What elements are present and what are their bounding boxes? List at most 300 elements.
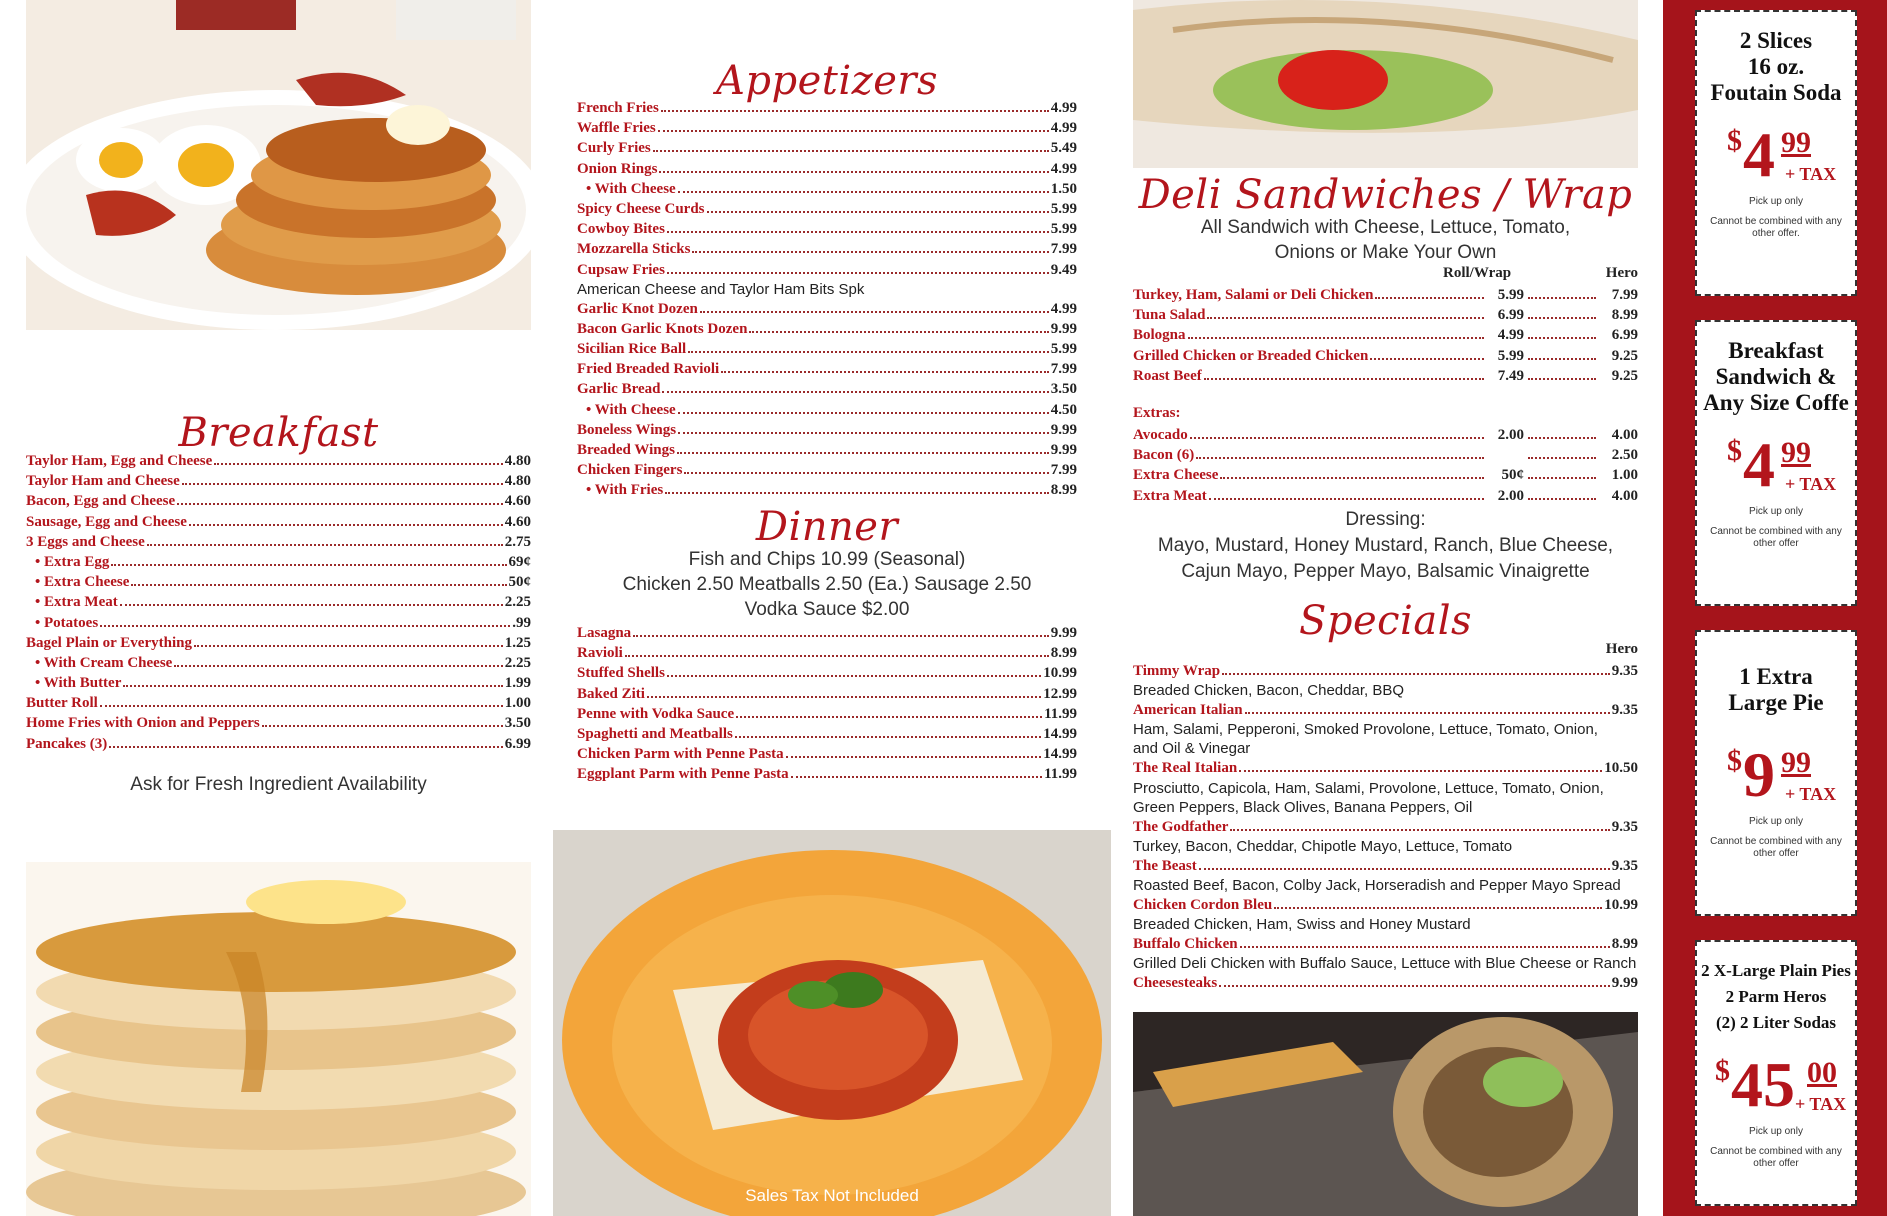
dot-leader (678, 412, 1049, 414)
special-item-description: Ham, Salami, Pepperoni, Smoked Provolone, Lettuce, Tomato, Onion, (1133, 721, 1598, 739)
appetizer-item-price: 9.99 (1050, 442, 1077, 458)
special-item-name: The Godfather (1133, 818, 1229, 835)
coupon-pickup-note: Pick up only (1749, 196, 1803, 207)
deli-item-name: Tuna Salad (1133, 307, 1206, 324)
coupon-title-line: 1 Extra (1739, 664, 1813, 689)
breakfast-item (26, 572, 531, 592)
dot-leader (662, 391, 1048, 393)
dinner-item-price: 14.99 (1043, 725, 1077, 742)
deli-title: Deli Sandwiches / Wrap (1138, 172, 1633, 218)
appetizer-item-price: 4.99 (1050, 120, 1077, 137)
coupon-pickup-note: Pick up only (1749, 816, 1803, 827)
coupon-title-line: 2 Slices (1739, 28, 1813, 53)
dot-leader (633, 635, 1049, 637)
dot-leader (665, 492, 1049, 494)
special-item-name: Timmy Wrap (1133, 663, 1221, 679)
dot-leader (1239, 770, 1602, 772)
appetizer-item (577, 420, 1077, 440)
dinner-item-name: Spaghetti and Meatballs (577, 725, 733, 742)
breakfast-item-price: 2.25 (504, 654, 531, 671)
dinner-item (577, 623, 1077, 643)
special-item (1133, 661, 1638, 681)
hero-header: Hero (1605, 265, 1638, 281)
extra-roll-price: 2.00 (1497, 487, 1524, 504)
breakfast-item (26, 512, 531, 532)
special-item-description: Prosciutto, Capicola, Ham, Salami, Provolone, Lettuce, Tomato, Onion, (1133, 779, 1604, 797)
dinner-item (577, 724, 1077, 744)
coupon-title-line: (2) 2 Liter Sodas (1715, 1013, 1837, 1032)
coupon-title-line: Sandwich & (1715, 364, 1837, 389)
breakfast-item (26, 552, 531, 572)
dot-leader (1528, 297, 1596, 299)
special-item-price: 10.99 (1604, 896, 1638, 913)
dot-leader (688, 351, 1049, 353)
dinner-item-name: Penne with Vodka Sauce (577, 705, 735, 722)
appetizer-item-price: 9.49 (1050, 261, 1077, 278)
dinner-item-price: 9.99 (1050, 625, 1077, 641)
coupon-price-dollar: $ (1727, 434, 1742, 467)
appetizer-item-name: Chicken Fingers (577, 462, 683, 479)
appetizer-item (577, 480, 1077, 500)
breakfast-item-name: • With Butter (26, 673, 123, 693)
dot-leader (1528, 477, 1596, 479)
dot-leader (786, 756, 1042, 758)
coupon-price-main: 9 (1743, 739, 1775, 810)
coupon-2 (1695, 320, 1857, 606)
dinner-item (577, 643, 1077, 663)
special-item-name: Chicken Cordon Bleu (1133, 896, 1273, 913)
dot-leader (1204, 378, 1484, 380)
specials-hero-header: Hero (1605, 641, 1638, 657)
dot-leader (120, 604, 503, 606)
appetizer-item-description: American Cheese and Taylor Ham Bits Spk (577, 280, 865, 298)
breakfast-item (26, 451, 531, 471)
deli-subtitle-2: Onions or Make Your Own (1274, 242, 1497, 263)
dinner-line-2: Chicken 2.50 Meatballs 2.50 (Ea.) Sausage 2.50 (622, 574, 1032, 595)
special-item-description: and Oil & Vinegar (1133, 740, 1251, 758)
dot-leader (1274, 907, 1602, 909)
breakfast-item (26, 613, 531, 633)
coupon-title-line: Large Pie (1728, 690, 1824, 715)
dinner-title: Dinner (755, 504, 899, 550)
coupon-title-line: Breakfast (1728, 338, 1824, 363)
breakfast-item-price: 4.60 (504, 493, 531, 510)
special-item-price: 9.35 (1611, 857, 1638, 874)
dot-leader (1370, 358, 1484, 360)
dot-leader (1219, 985, 1610, 987)
dot-leader (658, 130, 1049, 132)
dinner-item-price: 11.99 (1044, 705, 1077, 722)
extra-item (1133, 486, 1638, 506)
breakfast-item-price: 1.00 (504, 695, 531, 712)
deli-hero-price: 9.25 (1611, 347, 1638, 364)
appetizer-item (577, 319, 1077, 339)
deli-hero-price: 8.99 (1611, 307, 1638, 324)
dot-leader (1528, 337, 1596, 339)
coupon-price-cents: 99 (1781, 746, 1811, 779)
appetizer-item-price: 5.49 (1050, 140, 1077, 157)
special-item-description: Breaded Chicken, Ham, Swiss and Honey Mustard (1133, 916, 1471, 934)
deli-roll-price: 6.99 (1497, 307, 1524, 324)
dot-leader (100, 705, 503, 707)
appetizer-item (577, 199, 1077, 219)
coupon-title-line: Foutain Soda (1710, 80, 1842, 105)
coupon-price (1697, 120, 1855, 190)
dot-leader (177, 503, 503, 505)
dot-leader (1209, 498, 1484, 500)
appetizer-item (577, 179, 1077, 199)
dinner-item (577, 744, 1077, 764)
coupon-price-main: 4 (1743, 119, 1775, 190)
appetizer-item-name: Garlic Bread (577, 381, 661, 398)
special-item-price: 9.35 (1611, 663, 1638, 679)
deli-item-name: Grilled Chicken or Breaded Chicken (1133, 347, 1369, 364)
dressing-label: Dressing: (1345, 509, 1426, 530)
special-item-name: Buffalo Chicken (1133, 936, 1238, 953)
breakfast-note: Ask for Fresh Ingredient Availability (130, 774, 427, 795)
appetizer-item (577, 460, 1077, 480)
dinner-line-1: Fish and Chips 10.99 (Seasonal) (688, 549, 966, 570)
special-item-name: The Real Italian (1133, 760, 1238, 777)
coupon-pickup-note: Pick up only (1749, 506, 1803, 517)
appetizer-item (577, 159, 1077, 179)
appetizer-item (577, 98, 1077, 118)
breakfast-item-name: • Extra Egg (26, 552, 111, 572)
coupon-fine-print: Cannot be combined with any other offer (1710, 1146, 1842, 1169)
dinner-list (577, 623, 1077, 785)
coupon-price (1697, 1050, 1855, 1120)
breakfast-item-name: Home Fries with Onion and Peppers (26, 715, 260, 732)
breakfast-item-name: • Extra Cheese (26, 572, 131, 592)
deli-item (1133, 366, 1638, 386)
appetizer-item-name: Onion Rings (577, 160, 658, 177)
specials-title: Specials (1298, 598, 1473, 644)
breakfast-item (26, 653, 531, 673)
breakfast-item-name: Butter Roll (26, 695, 98, 712)
breakfast-item-name: • With Cream Cheese (26, 653, 174, 673)
dot-leader (109, 746, 503, 748)
appetizer-item-name: • With Fries (577, 480, 665, 500)
breakfast-item-price: 50¢ (508, 574, 531, 591)
coupon-1 (1695, 10, 1857, 296)
appetizer-item (577, 359, 1077, 379)
pancake-stack-photo (26, 862, 531, 1216)
appetizer-item (577, 440, 1077, 460)
dot-leader (1207, 317, 1484, 319)
coupon-price (1697, 430, 1855, 500)
breakfast-item-price: 2.25 (504, 594, 531, 611)
dinner-item (577, 684, 1077, 704)
appetizer-item-name: • With Cheese (577, 179, 678, 199)
extra-item-name: Bacon (6) (1133, 447, 1195, 464)
dinner-item-price: 8.99 (1050, 645, 1077, 662)
appetizer-item-price: 9.99 (1050, 320, 1077, 337)
appetizer-item-name: French Fries (577, 100, 659, 116)
appetizer-item (577, 239, 1077, 259)
deli-roll-price: 7.49 (1497, 367, 1524, 384)
appetizer-item-price: 3.50 (1050, 381, 1077, 398)
breakfast-item-name: Sausage, Egg and Cheese (26, 513, 187, 530)
appetizer-item (577, 400, 1077, 420)
appetizer-item-price: 1.50 (1050, 180, 1077, 197)
dot-leader (625, 655, 1049, 657)
extras-list (1133, 425, 1638, 506)
dot-leader (653, 150, 1049, 152)
special-item (1133, 700, 1638, 720)
dot-leader (1245, 712, 1610, 714)
dot-leader (1230, 829, 1609, 831)
coupon-price-main: 45 (1731, 1049, 1795, 1120)
dinner-item (577, 704, 1077, 724)
breakfast-item-price: 3.50 (504, 715, 531, 732)
appetizer-item-name: Cowboy Bites (577, 221, 665, 238)
deli-roll-price: 5.99 (1497, 287, 1524, 303)
deli-roll-price: 5.99 (1497, 347, 1524, 364)
dot-leader (1190, 437, 1484, 439)
appetizer-item-name: • With Cheese (577, 400, 678, 420)
dot-leader (189, 524, 503, 526)
dot-leader (791, 776, 1042, 778)
dot-leader (1528, 378, 1596, 380)
extra-item (1133, 425, 1638, 445)
dot-leader (1528, 498, 1596, 500)
coupon-price-cents: 99 (1781, 436, 1811, 469)
special-item (1133, 758, 1638, 778)
breakfast-title: Breakfast (178, 410, 379, 456)
coupon-price-tax: + TAX (1785, 474, 1837, 494)
dot-leader (684, 472, 1048, 474)
special-item (1133, 895, 1638, 915)
roll-wrap-header: Roll/Wrap (1443, 265, 1512, 281)
dot-leader (1375, 297, 1484, 299)
appetizer-item (577, 299, 1077, 319)
coupon-title (1697, 28, 1855, 106)
dot-leader (1199, 868, 1610, 870)
special-item-description: Turkey, Bacon, Cheddar, Chipotle Mayo, Lettuce, Tomato (1133, 837, 1513, 855)
special-item-name: Cheesesteaks (1133, 975, 1218, 992)
grilled-wrap-photo (1133, 1012, 1638, 1216)
breakfast-item (26, 633, 531, 653)
appetizer-item-price: 7.99 (1050, 361, 1077, 378)
dinner-item (577, 663, 1077, 683)
appetizer-item (577, 138, 1077, 158)
coupon-title-line: 2 Parm Heros (1725, 987, 1827, 1006)
deli-item-name: Turkey, Ham, Salami or Deli Chicken (1133, 287, 1374, 303)
breakfast-item-price: 6.99 (504, 735, 531, 752)
dot-leader (111, 564, 506, 566)
sales-tax-note: Sales Tax Not Included (745, 1186, 919, 1205)
coupon-price-dollar: $ (1727, 124, 1742, 157)
dot-leader (1240, 946, 1610, 948)
breakfast-item-name: 3 Eggs and Cheese (26, 533, 145, 550)
breakfast-item-price: 69¢ (508, 553, 531, 570)
special-item-price: 9.99 (1611, 975, 1638, 992)
appetizer-item-price: 9.99 (1050, 421, 1077, 438)
dressing-line-1: Mayo, Mustard, Honey Mustard, Ranch, Blue Cheese, (1157, 535, 1614, 556)
appetizer-item-name: Sicilian Rice Ball (577, 341, 687, 358)
deli-hero-price: 9.25 (1611, 367, 1638, 384)
coupon-price-tax: + TAX (1795, 1094, 1847, 1114)
dinner-item-price: 10.99 (1043, 665, 1077, 682)
dot-leader (147, 544, 503, 546)
appetizer-item-price: 4.99 (1050, 160, 1077, 177)
extra-item (1133, 445, 1638, 465)
extras-label: Extras: (1133, 405, 1181, 421)
coupon-title (1697, 338, 1855, 416)
coupon-price-main: 4 (1743, 429, 1775, 500)
coupon-fine-print: Cannot be combined with any other offer. (1710, 216, 1842, 239)
special-item (1133, 856, 1638, 876)
coupon-title-line: 2 X-Large Plain Pies (1701, 961, 1851, 980)
dinner-item-name: Stuffed Shells (577, 665, 665, 682)
appetizer-item (577, 339, 1077, 359)
coupon-price-cents: 00 (1807, 1056, 1837, 1089)
dot-leader (661, 110, 1049, 112)
extra-roll-price: 50¢ (1501, 467, 1524, 484)
dot-leader (677, 452, 1049, 454)
dot-leader (182, 483, 503, 485)
pancake-breakfast-photo (26, 0, 531, 330)
dot-leader (131, 584, 506, 586)
ravioli-plate-photo (553, 830, 1111, 1216)
extra-item (1133, 465, 1638, 485)
deli-hero-price: 6.99 (1611, 327, 1638, 344)
appetizer-item-name: Breaded Wings (577, 442, 675, 458)
special-item-description: Roasted Beef, Bacon, Colby Jack, Horseradish and Pepper Mayo Spread (1133, 876, 1621, 894)
dot-leader (123, 685, 502, 687)
coupon-fine-print: Cannot be combined with any other offer (1710, 836, 1842, 859)
coupon-3 (1695, 630, 1857, 916)
breakfast-item (26, 693, 531, 713)
appetizer-item-name: Waffle Fries (577, 120, 656, 137)
breakfast-list (26, 451, 531, 754)
appetizer-item-price: 5.99 (1050, 221, 1077, 238)
breakfast-item-name: • Potatoes (26, 613, 100, 633)
extra-hero-price: 4.00 (1611, 487, 1638, 504)
deli-item (1133, 305, 1638, 325)
dinner-item-name: Lasagna (577, 625, 632, 641)
dot-leader (1222, 673, 1610, 675)
deli-item (1133, 285, 1638, 305)
coupon-price-tax: + TAX (1785, 784, 1837, 804)
extra-item-name: Extra Meat (1133, 487, 1207, 504)
dinner-item-name: Chicken Parm with Penne Pasta (577, 746, 784, 763)
dot-leader (700, 311, 1049, 313)
dot-leader (1528, 358, 1596, 360)
dinner-item-price: 12.99 (1043, 685, 1077, 702)
appetizer-item-name: Spicy Cheese Curds (577, 200, 705, 217)
dot-leader (1196, 457, 1484, 459)
appetizer-item-price: 7.99 (1050, 462, 1077, 479)
appetizer-item-name: Cupsaw Fries (577, 261, 665, 278)
dot-leader (707, 211, 1049, 213)
deli-hero-price: 7.99 (1611, 287, 1638, 303)
special-item (1133, 973, 1638, 993)
extra-hero-price: 4.00 (1611, 427, 1638, 443)
dinner-line-3: Vodka Sauce $2.00 (744, 599, 910, 620)
special-item-description: Grilled Deli Chicken with Buffalo Sauce, Lettuce with Blue Cheese or Ranch (1133, 955, 1637, 973)
deli-item-name: Roast Beef (1133, 367, 1202, 384)
breakfast-item-price: .99 (512, 614, 531, 631)
appetizer-item-price: 7.99 (1050, 241, 1077, 258)
deli-item (1133, 346, 1638, 366)
dinner-item-name: Eggplant Parm with Penne Pasta (577, 766, 789, 783)
dot-leader (735, 736, 1041, 738)
breakfast-item-name: Bagel Plain or Everything (26, 634, 192, 651)
breakfast-item-price: 4.60 (504, 513, 531, 530)
dot-leader (749, 331, 1048, 333)
breakfast-item-price: 4.80 (504, 453, 531, 469)
breakfast-item-name: Bacon, Egg and Cheese (26, 493, 176, 510)
appetizer-item (577, 118, 1077, 138)
breakfast-item-price: 1.99 (504, 675, 531, 692)
breakfast-item-name: Taylor Ham, Egg and Cheese (26, 453, 213, 469)
coupon-price-dollar: $ (1715, 1054, 1730, 1087)
dinner-item (577, 764, 1077, 784)
appetizers-list (577, 98, 1077, 501)
dinner-item-price: 11.99 (1044, 766, 1077, 783)
appetizer-item-price: 4.99 (1050, 100, 1077, 116)
appetizer-item-price: 4.99 (1050, 300, 1077, 317)
special-item-name: American Italian (1133, 702, 1243, 719)
special-item-name: The Beast (1133, 857, 1197, 874)
extra-roll-price: 2.00 (1497, 427, 1524, 443)
extra-item-name: Extra Cheese (1133, 467, 1219, 484)
appetizer-item-price: 5.99 (1050, 341, 1077, 358)
coupon-pickup-note: Pick up only (1749, 1126, 1803, 1137)
dot-leader (736, 716, 1042, 718)
breakfast-item-price: 2.75 (504, 533, 531, 550)
appetizer-item (577, 219, 1077, 239)
special-item-description: Green Peppers, Black Olives, Banana Peppers, Oil (1133, 798, 1473, 816)
dot-leader (721, 371, 1049, 373)
dressing-line-2: Cajun Mayo, Pepper Mayo, Balsamic Vinaigrette (1181, 561, 1590, 582)
dinner-item-price: 14.99 (1043, 746, 1077, 763)
appetizer-item (577, 260, 1077, 280)
special-item (1133, 934, 1638, 954)
deli-list (1133, 285, 1638, 386)
breakfast-item-name: Taylor Ham and Cheese (26, 473, 180, 490)
special-item-price: 8.99 (1611, 936, 1638, 953)
appetizer-item-price: 4.50 (1050, 401, 1077, 418)
coupon-price-cents: 99 (1781, 126, 1811, 159)
breakfast-item-name: • Extra Meat (26, 592, 120, 612)
special-item (1133, 817, 1638, 837)
dot-leader (1528, 457, 1596, 459)
dot-leader (678, 191, 1049, 193)
coupon-title (1697, 664, 1855, 716)
dot-leader (659, 171, 1048, 173)
dot-leader (1528, 317, 1596, 319)
dot-leader (262, 725, 503, 727)
appetizer-item-name: Bacon Garlic Knots Dozen (577, 320, 748, 337)
coupon-title-line: 16 oz. (1747, 54, 1805, 79)
coupon-4 (1695, 940, 1857, 1206)
breakfast-item-price: 4.80 (504, 473, 531, 490)
dot-leader (1188, 337, 1484, 339)
appetizer-item-name: Boneless Wings (577, 421, 677, 438)
special-item-price: 9.35 (1611, 702, 1638, 719)
dot-leader (100, 625, 510, 627)
dot-leader (214, 463, 502, 465)
breakfast-item-price: 1.25 (504, 634, 531, 651)
dot-leader (194, 645, 503, 647)
wrap-sandwich-photo (1133, 0, 1638, 168)
coupon-title (1697, 958, 1855, 1036)
coupon-strip (1663, 0, 1887, 1216)
extra-hero-price: 1.00 (1611, 467, 1638, 484)
breakfast-item (26, 734, 531, 754)
